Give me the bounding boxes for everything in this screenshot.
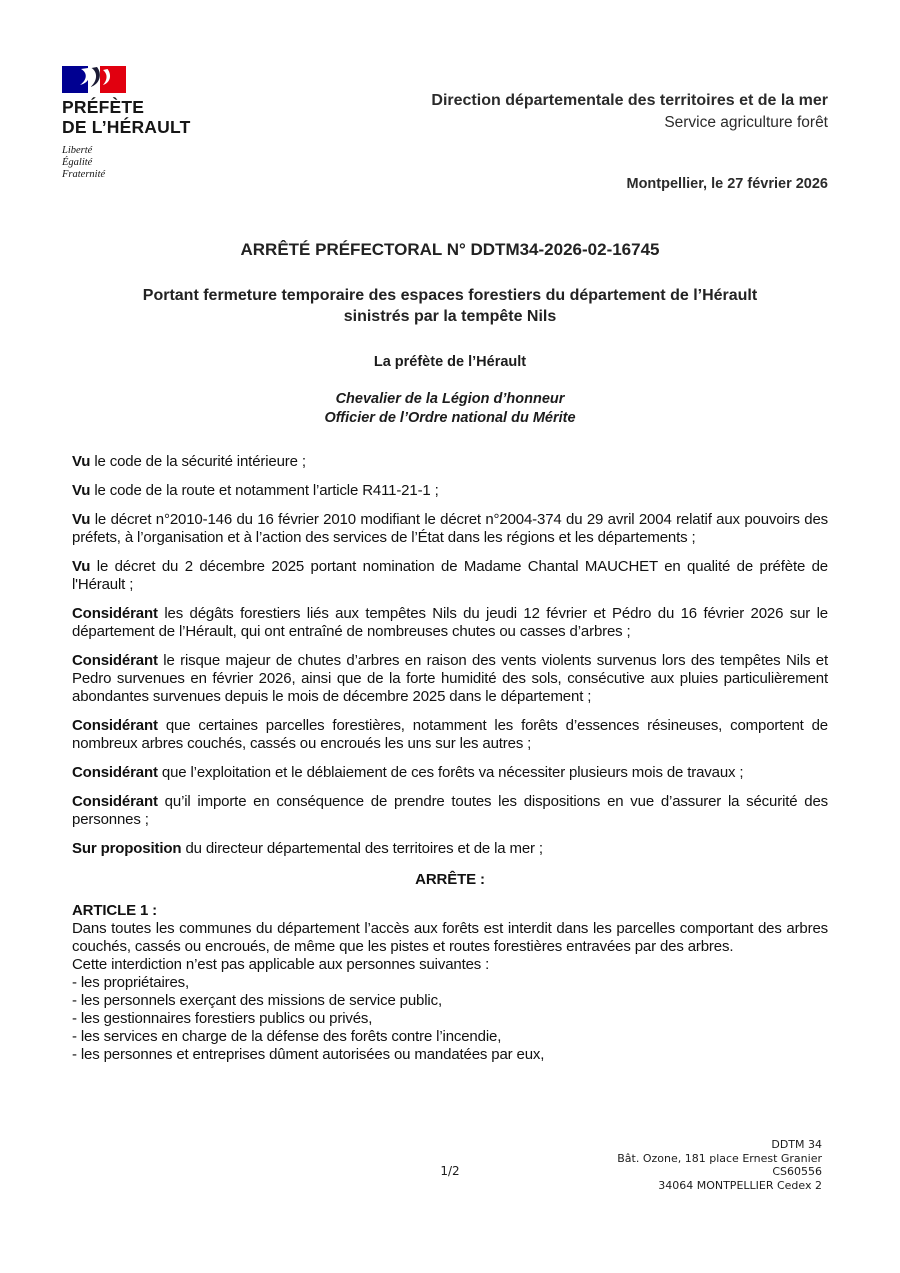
- recital-vu-3: [72, 511, 828, 547]
- recital-text: le risque majeur de chutes d’arbres en raison des vents violents survenus lors des tempêtes Nils et Pedro survenues en février 2026, ainsi que de la forte humidité des sols, consécutive aux pluies particulièrement abondantes survenues depuis le mois de décembre 2025 dans le département ;: [72, 652, 828, 705]
- signing-authority: La préfète de l’Hérault: [373, 354, 527, 370]
- recital-vu-1: [72, 453, 828, 471]
- recital-text: le décret n°2010-146 du 16 février 2010 modifiant le décret n°2004-374 du 29 avril 2004 relatif aux pouvoirs des préfets, à l’organisation et à l’action des services de l’État dans les régions et les départements ;: [72, 511, 828, 546]
- recital-vu-2: [72, 482, 828, 500]
- prefecture-logo-block: [62, 66, 282, 192]
- institution-line-1: PRÉFÈTE: [62, 97, 145, 117]
- recital-lead: Sur proposition: [72, 840, 182, 857]
- service-name: Service agriculture forêt: [664, 114, 828, 131]
- recital-lead: Considérant: [72, 717, 158, 734]
- recital-lead: Considérant: [72, 764, 158, 781]
- exemption-list-item: - les personnes et entreprises dûment autorisées ou mandatées par eux,: [72, 1046, 545, 1063]
- recital-considerant-2: [72, 652, 828, 706]
- recital-considerant-4: [72, 764, 828, 782]
- recital-lead: Considérant: [72, 605, 158, 622]
- page-number: 1/2: [440, 1164, 460, 1178]
- place-and-date: Montpellier, le 27 février 2026: [626, 176, 828, 192]
- decree-title: ARRÊTÉ PRÉFECTORAL N° DDTM34-2026-02-16745: [240, 240, 660, 259]
- recital-text: le code de la sécurité intérieure ;: [90, 453, 306, 470]
- exemption-list-item: - les gestionnaires forestiers publics ou privés,: [72, 1010, 373, 1027]
- footer-address: [617, 1138, 822, 1192]
- decree-subject-line-1: Portant fermeture temporaire des espaces forestiers du département de l’Hérault: [142, 287, 758, 304]
- motto-egalite: Égalité: [62, 157, 93, 168]
- recital-text: le décret du 2 décembre 2025 portant nomination de Madame Chantal MAUCHET en qualité de préfète de l'Hérault ;: [72, 558, 828, 593]
- recital-text: du directeur départemental des territoires et de la mer ;: [181, 840, 543, 857]
- exemption-list-item: - les propriétaires,: [72, 974, 190, 991]
- recital-lead: Considérant: [72, 793, 158, 810]
- decree-body: [0, 453, 900, 1064]
- footer-address-line-3: CS60556: [772, 1165, 822, 1178]
- issuer-block: [431, 66, 828, 192]
- article-1-paragraph: Dans toutes les communes du département l’accès aux forêts est interdit dans les parcelles comportant des arbres couchés, cassés ou encroués, de même que les pistes et routes forestières entravées par des arbres.: [72, 920, 828, 955]
- recital-considerant-3: [72, 717, 828, 753]
- footer-address-line-1: DDTM 34: [771, 1138, 822, 1151]
- institution-name: [62, 98, 282, 137]
- recital-text: qu’il importe en conséquence de prendre toutes les dispositions en vue d’assurer la sécurité des personnes ;: [72, 793, 828, 828]
- exemption-list-item: - les personnels exerçant des missions de service public,: [72, 992, 442, 1009]
- recital-text: le code de la route et notamment l’article R411-21-1 ;: [90, 482, 439, 499]
- recital-text: que l’exploitation et le déblaiement de ces forêts va nécessiter plusieurs mois de travaux ;: [157, 764, 744, 781]
- republic-motto: [62, 145, 282, 181]
- direction-name: Direction départementale des territoires et de la mer: [431, 92, 828, 109]
- recital-text: les dégâts forestiers liés aux tempêtes Nils du jeudi 12 février et Pédro du 16 février 2026 sur le département de l’Hérault, qui ont entraîné de nombreuses chutes ou casses d’arbres ;: [72, 605, 828, 640]
- footer-address-line-2: Bât. Ozone, 181 place Ernest Granier: [617, 1151, 822, 1165]
- article-1-heading: ARTICLE 1 :: [72, 902, 158, 919]
- decree-subject: [0, 285, 900, 327]
- recital-text: que certaines parcelles forestières, notamment les forêts d’essences résineuses, comportent de nombreux arbres couchés, cassés ou encroués les uns sur les autres ;: [72, 717, 828, 752]
- recital-sur-proposition: [72, 840, 828, 858]
- recital-lead: Vu: [72, 453, 91, 470]
- recital-vu-4: [72, 558, 828, 594]
- decree-subject-line-2: sinistrés par la tempête Nils: [343, 308, 557, 325]
- french-republic-flag-icon: [62, 66, 126, 93]
- recital-lead: Considérant: [72, 652, 158, 669]
- honor-line-2: Officier de l’Ordre national du Mérite: [324, 410, 576, 426]
- exemption-list-item: - les services en charge de la défense des forêts contre l’incendie,: [72, 1028, 502, 1045]
- decree-word: ARRÊTE :: [415, 871, 485, 888]
- recital-lead: Vu: [72, 511, 91, 528]
- article-1-intro-line: Cette interdiction n’est pas applicable aux personnes suivantes :: [72, 956, 490, 973]
- motto-fraternite: Fraternité: [62, 169, 106, 180]
- document-header: [0, 0, 900, 192]
- footer-address-line-4: 34064 MONTPELLIER Cedex 2: [658, 1178, 822, 1192]
- recital-considerant-5: [72, 793, 828, 829]
- motto-liberte: Liberté: [62, 145, 93, 156]
- recital-lead: Vu: [72, 558, 91, 575]
- recital-considerant-1: [72, 605, 828, 641]
- institution-line-2: DE L’HÉRAULT: [62, 116, 191, 137]
- recital-lead: Vu: [72, 482, 91, 499]
- authority-honors: [0, 390, 900, 428]
- honor-line-1: Chevalier de la Légion d’honneur: [335, 391, 565, 407]
